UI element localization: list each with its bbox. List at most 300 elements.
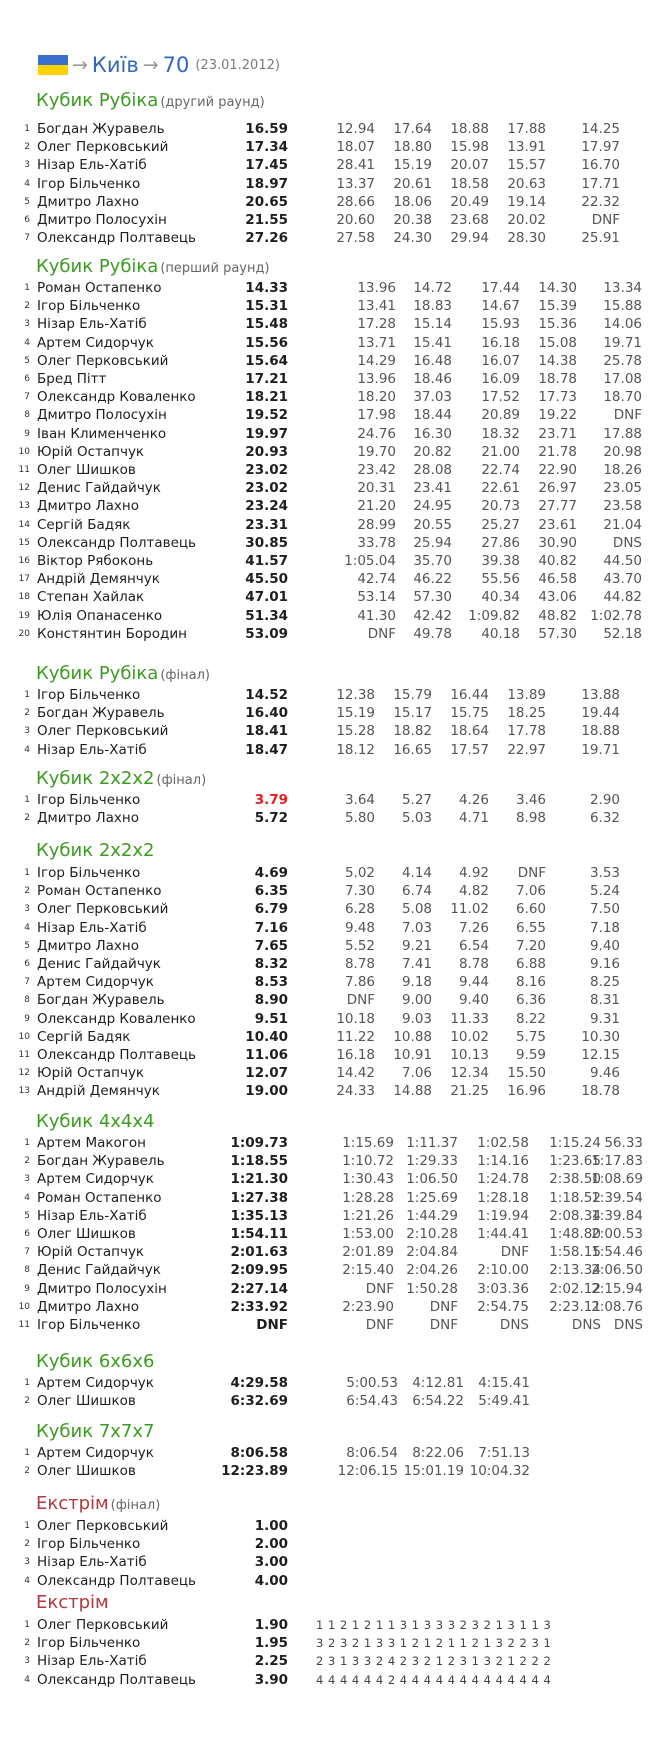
result-row <box>0 370 655 388</box>
result-row <box>0 1316 655 1334</box>
competitor-name[interactable]: Олександр Полтавець <box>37 1572 197 1589</box>
attempt-time: 18.70 <box>603 389 642 406</box>
attempt-time: 2:23.90 <box>342 1298 394 1315</box>
event-name: Кубик Рубіка <box>36 663 159 684</box>
attempt-time: 5.52 <box>344 937 375 954</box>
attempt-time: 19.14 <box>507 193 546 210</box>
average-result: 14.52 <box>245 687 288 703</box>
event-name: Екстрім <box>36 1493 109 1514</box>
competitor-name[interactable]: Нізар Ель-Хатіб <box>37 1207 147 1224</box>
attempt-time: DNS <box>612 534 642 551</box>
competition-number[interactable]: 70 <box>162 53 190 77</box>
place-number: 2 <box>24 1156 30 1167</box>
attempt-time: 25.27 <box>481 516 520 533</box>
judge-places: 2 3 1 3 3 2 4 2 3 2 1 2 3 1 3 2 1 2 2 2 <box>316 1654 552 1669</box>
attempt-time: 1:08.69 <box>591 1171 643 1188</box>
section-title <box>36 1592 109 1614</box>
average-result: 4.69 <box>254 865 288 881</box>
section-title <box>36 840 155 862</box>
attempt-time: 46.58 <box>538 571 577 588</box>
event-name: Кубик 2x2x2 <box>36 840 155 861</box>
attempt-time: 5.03 <box>401 810 432 827</box>
attempt-time: 14.72 <box>413 280 452 296</box>
attempt-time: 18.44 <box>413 407 452 424</box>
attempt-time: 15.50 <box>507 1065 546 1082</box>
attempt-time: 14.29 <box>357 352 396 369</box>
attempt-time: DNF <box>429 1317 458 1333</box>
average-result: 23.31 <box>245 516 288 533</box>
result-row <box>0 1374 655 1392</box>
average-result: 3.90 <box>254 1671 288 1688</box>
round-label: (фінал) <box>110 1498 161 1513</box>
attempt-time: 2:23.11 <box>549 1298 601 1315</box>
attempt-time: 20.98 <box>603 443 642 460</box>
attempt-time: 9.48 <box>344 919 375 936</box>
competitor-name[interactable]: Юрій Остапчук <box>37 443 145 460</box>
result-row <box>0 900 655 918</box>
attempt-time: 53.14 <box>357 589 396 606</box>
competitor-name[interactable]: Ігор Більченко <box>37 298 141 315</box>
place-number: 19 <box>18 610 30 621</box>
competitor-name[interactable]: Олександр Полтавець <box>37 1671 197 1688</box>
attempt-time: 23.71 <box>538 425 577 442</box>
competitor-name[interactable]: Артем Сидорчук <box>37 1445 154 1461</box>
place-number: 8 <box>24 995 30 1006</box>
competitor-name[interactable]: Денис Гайдайчук <box>37 1262 161 1279</box>
attempt-time: 10:04.32 <box>469 1463 530 1480</box>
average-result: 1:27.38 <box>230 1189 288 1206</box>
result-row <box>0 1028 655 1046</box>
competitor-name[interactable]: Дмитро Лахно <box>37 810 139 827</box>
section-title <box>36 1493 160 1515</box>
attempt-time: 18.78 <box>538 371 577 387</box>
attempt-time: 20.63 <box>507 175 546 192</box>
place-number: 18 <box>18 592 30 603</box>
attempt-time: 20.07 <box>450 157 489 174</box>
attempt-time: 15.93 <box>481 316 520 333</box>
attempt-time: 10.18 <box>336 1010 375 1027</box>
attempt-time: 37.03 <box>413 389 452 406</box>
attempt-time: 8:06.54 <box>346 1445 398 1461</box>
section-title <box>36 1421 155 1443</box>
place-number: 12 <box>18 483 30 494</box>
average-result: 3.79 <box>254 792 288 808</box>
attempt-time: 1:58.15 <box>549 1244 601 1261</box>
competitor-name[interactable]: Олег Перковський <box>37 901 169 918</box>
attempt-time: 17.52 <box>481 389 520 406</box>
competitor-name[interactable]: Олександр Полтавець <box>37 1047 197 1063</box>
place-number: 1 <box>24 1448 30 1458</box>
competitor-name[interactable]: Дмитро Полосухін <box>37 1280 167 1297</box>
attempt-time: 44.50 <box>603 553 642 569</box>
round-label: (перший раунд) <box>160 261 270 276</box>
attempt-time: 20.73 <box>481 498 520 515</box>
attempt-time: 14.42 <box>336 1065 375 1082</box>
competitor-name[interactable]: Нізар Ель-Хатіб <box>37 741 147 758</box>
competitor-name[interactable]: Богдан Журавель <box>37 992 165 1009</box>
place-number: 10 <box>18 1031 30 1042</box>
attempt-time: 16.07 <box>481 352 520 369</box>
place-number: 10 <box>18 1301 30 1312</box>
attempt-time: 22.74 <box>481 462 520 478</box>
place-number: 13 <box>18 1086 30 1097</box>
attempt-time: 13.88 <box>581 687 620 703</box>
average-result: 20.93 <box>245 443 288 460</box>
result-row <box>0 1652 655 1670</box>
attempt-time: 48.82 <box>538 607 577 624</box>
average-result: 2:01.63 <box>230 1244 288 1261</box>
competitor-name[interactable]: Денис Гайдайчук <box>37 480 161 497</box>
place-number: 15 <box>18 537 30 548</box>
attempt-time: 23.68 <box>450 212 489 228</box>
attempt-time: 7.06 <box>401 1065 432 1082</box>
attempt-time: DNF <box>367 625 396 642</box>
attempt-time: 9.00 <box>401 992 432 1009</box>
attempt-time: 20.82 <box>413 443 452 460</box>
competitor-name[interactable]: Олег Шишков <box>37 1463 136 1480</box>
attempt-time: 12.94 <box>336 121 375 137</box>
result-row <box>0 1517 655 1535</box>
place-number: 1 <box>24 283 30 293</box>
competitor-name[interactable]: Олег Перковський <box>37 352 169 369</box>
attempt-time: 19.22 <box>538 407 577 424</box>
competitor-name[interactable]: Олександр Полтавець <box>37 534 197 551</box>
result-row <box>0 1444 655 1462</box>
competitor-name[interactable]: Артем Сидорчук <box>37 974 154 991</box>
result-row <box>0 937 655 955</box>
competitor-name[interactable]: Олександр Коваленко <box>37 1010 196 1027</box>
competitor-name[interactable]: Андрій Демянчук <box>37 571 160 588</box>
competitor-name[interactable]: Олег Перковський <box>37 723 169 740</box>
section-title <box>36 256 270 278</box>
attempt-time: 18.12 <box>336 741 375 758</box>
attempt-time: 1:19.94 <box>477 1207 529 1224</box>
competitor-name[interactable]: Степан Хайлак <box>37 589 145 606</box>
average-result: 17.34 <box>245 139 288 156</box>
judge-places: 1 1 2 1 2 1 1 3 1 3 3 3 2 3 2 1 3 1 1 3 <box>316 1618 552 1632</box>
competitor-name[interactable]: Богдан Журавель <box>37 1153 165 1170</box>
place-number: 2 <box>24 813 30 824</box>
attempt-time: 56.33 <box>604 1135 643 1151</box>
average-result: 10.40 <box>245 1028 288 1045</box>
result-row <box>0 588 655 606</box>
attempt-time: 28.30 <box>507 230 546 247</box>
result-row <box>0 156 655 174</box>
attempt-time: 1:53.00 <box>342 1226 394 1242</box>
competitor-name[interactable]: Ігор Більченко <box>37 1536 141 1553</box>
attempt-time: 18.06 <box>393 193 432 210</box>
attempt-time: 6.32 <box>589 810 620 827</box>
competitor-name[interactable]: Нізар Ель-Хатіб <box>37 316 147 333</box>
attempt-time: 11.22 <box>336 1028 375 1045</box>
competitor-name[interactable]: Олександр Полтавець <box>37 230 197 247</box>
competitor-name[interactable]: Ігор Більченко <box>37 175 141 192</box>
attempt-time: 15.19 <box>336 705 375 722</box>
city-link[interactable]: Київ <box>91 53 139 77</box>
competitor-name[interactable]: Богдан Журавель <box>37 121 165 137</box>
attempt-time: 3:03.36 <box>477 1280 529 1297</box>
attempt-time: 19.71 <box>603 334 642 351</box>
place-number: 2 <box>24 301 30 312</box>
competitor-name[interactable]: Дмитро Полосухін <box>37 407 167 424</box>
attempt-time: 21.04 <box>603 516 642 533</box>
attempt-time: 12.34 <box>450 1065 489 1082</box>
attempt-time: DNF <box>429 1298 458 1315</box>
attempt-time: 44.82 <box>603 589 642 606</box>
attempt-time: 2:04.84 <box>406 1244 458 1261</box>
attempt-time: 57.30 <box>413 589 452 606</box>
competitor-name[interactable]: Олег Шишков <box>37 1226 136 1242</box>
competitor-name[interactable]: Артем Сидорчук <box>37 1375 154 1391</box>
attempt-time: 4.14 <box>401 865 432 881</box>
attempt-time: 17.98 <box>357 407 396 424</box>
competitor-name[interactable]: Артем Сидорчук <box>37 334 154 351</box>
competitor-name[interactable]: Сергій Бадяк <box>37 516 131 533</box>
attempt-time: 13.71 <box>357 334 396 351</box>
judge-places: 4 4 4 4 4 4 2 4 4 4 4 4 4 4 4 4 4 4 4 4 <box>316 1672 552 1687</box>
place-number: 12 <box>18 1068 30 1079</box>
average-result: 8.90 <box>254 992 288 1009</box>
competitor-name[interactable]: Денис Гайдайчук <box>37 956 161 972</box>
competitor-name[interactable]: Ігор Більченко <box>37 1635 141 1652</box>
attempt-time: 19.71 <box>581 741 620 758</box>
competitor-name[interactable]: Артем Макогон <box>37 1135 146 1151</box>
place-number: 3 <box>24 1557 30 1568</box>
place-number: 3 <box>24 160 30 171</box>
result-row <box>0 1535 655 1553</box>
attempt-time: 1:28.28 <box>342 1189 394 1206</box>
average-result: 12:23.89 <box>221 1463 288 1480</box>
attempt-time: 1:39.54 <box>591 1189 643 1206</box>
competitor-name[interactable]: Дмитро Лахно <box>37 193 139 210</box>
average-result: 1:18.55 <box>230 1153 288 1170</box>
attempt-time: 2:15.94 <box>591 1280 643 1297</box>
competitor-name[interactable]: Олег Перковський <box>37 1617 169 1633</box>
competitor-name[interactable]: Дмитро Полосухін <box>37 212 167 228</box>
place-number: 2 <box>24 1539 30 1550</box>
attempt-time: 2:08.76 <box>591 1298 643 1315</box>
competitor-name[interactable]: Нізар Ель-Хатіб <box>37 919 147 936</box>
place-number: 16 <box>18 556 30 566</box>
competitor-name[interactable]: Юрій Остапчук <box>37 1065 145 1082</box>
attempt-time: 9.21 <box>401 937 432 954</box>
section-title <box>36 1111 155 1133</box>
result-row <box>0 406 655 424</box>
result-row <box>0 497 655 515</box>
average-result: 2.25 <box>254 1653 288 1670</box>
average-result: 2.00 <box>254 1536 288 1553</box>
average-result: 17.45 <box>245 157 288 174</box>
competitor-name[interactable]: Роман Остапенко <box>37 280 162 296</box>
result-row <box>0 607 655 625</box>
attempt-time: 16.09 <box>481 371 520 387</box>
attempt-time: DNF <box>365 1317 394 1333</box>
attempt-time: 24.95 <box>413 498 452 515</box>
attempt-time: 17.28 <box>357 316 396 333</box>
competitor-name[interactable]: Іван Клименченко <box>37 425 167 442</box>
attempt-time: 13.34 <box>603 280 642 296</box>
attempt-time: 4.82 <box>458 883 489 900</box>
round-label: (фінал) <box>156 773 207 788</box>
competitor-name[interactable]: Олександр Коваленко <box>37 389 196 406</box>
average-result: 17.21 <box>245 371 288 387</box>
attempt-time: 21.25 <box>450 1083 489 1100</box>
place-number: 7 <box>24 1247 30 1258</box>
attempt-time: 20.38 <box>393 212 432 228</box>
competitor-name[interactable]: Віктор Рябоконь <box>37 553 154 569</box>
average-result: 15.56 <box>245 334 288 351</box>
place-number: 5 <box>24 355 30 366</box>
average-result: 45.50 <box>245 571 288 588</box>
place-number: 3 <box>24 726 30 737</box>
attempt-time: DNF <box>365 1280 394 1297</box>
attempt-time: 20.60 <box>336 212 375 228</box>
competitor-name[interactable]: Ігор Більченко <box>37 865 141 881</box>
competitor-name[interactable]: Ігор Більченко <box>37 1317 141 1333</box>
competitor-name[interactable]: Дмитро Лахно <box>37 498 139 515</box>
competitor-name[interactable]: Андрій Демянчук <box>37 1083 160 1100</box>
result-row <box>0 1280 655 1298</box>
result-row <box>0 352 655 370</box>
attempt-time: 16.18 <box>336 1047 375 1063</box>
section-title <box>36 90 265 112</box>
attempt-time: 24.76 <box>357 425 396 442</box>
attempt-time: 2:01.89 <box>342 1244 394 1261</box>
result-row <box>0 864 655 882</box>
place-number: 9 <box>24 1013 30 1024</box>
average-result: 4.00 <box>254 1572 288 1589</box>
place-number: 2 <box>24 1466 30 1477</box>
attempt-time: 1:29.33 <box>406 1153 458 1170</box>
competitor-name[interactable]: Роман Остапенко <box>37 1189 162 1206</box>
competitor-name[interactable]: Констянтин Бородин <box>37 625 187 642</box>
attempt-time: 18.82 <box>393 723 432 740</box>
place-number: 11 <box>18 1320 30 1330</box>
attempt-time: 1:09.82 <box>468 607 520 624</box>
result-row <box>0 534 655 552</box>
attempt-time: 15.98 <box>450 139 489 156</box>
attempt-time: 21.20 <box>357 498 396 515</box>
competitor-name[interactable]: Олег Шишков <box>37 1393 136 1410</box>
attempt-time: 18.64 <box>450 723 489 740</box>
result-row <box>0 193 655 211</box>
competitor-name[interactable]: Олег Перковський <box>37 1518 169 1534</box>
attempt-time: 4:12.81 <box>412 1375 464 1391</box>
result-row <box>0 1046 655 1064</box>
attempt-time: 7.26 <box>458 919 489 936</box>
attempt-time: 1:14.16 <box>477 1153 529 1170</box>
attempt-time: 2:15.40 <box>342 1262 394 1279</box>
result-row <box>0 1207 655 1225</box>
attempt-time: DNF <box>346 992 375 1009</box>
place-number: 14 <box>18 519 30 530</box>
attempt-time: 17.71 <box>581 175 620 192</box>
competitor-name[interactable]: Богдан Журавель <box>37 705 165 722</box>
competitor-name[interactable]: Нізар Ель-Хатіб <box>37 157 147 174</box>
attempt-time: 7.20 <box>515 937 546 954</box>
attempt-time: 3.46 <box>515 792 546 808</box>
attempt-time: 18.26 <box>603 462 642 478</box>
attempt-time: 8.31 <box>589 992 620 1009</box>
attempt-time: 18.83 <box>413 298 452 315</box>
attempt-time: 15.14 <box>413 316 452 333</box>
place-number: 6 <box>24 1229 30 1239</box>
place-number: 1 <box>24 1378 30 1388</box>
competitor-name[interactable]: Нізар Ель-Хатіб <box>37 1554 147 1571</box>
competitor-name[interactable]: Юлія Опанасенко <box>37 607 163 624</box>
competitor-name[interactable]: Роман Остапенко <box>37 883 162 900</box>
average-result: 6.79 <box>254 901 288 918</box>
attempt-time: 28.41 <box>336 157 375 174</box>
attempt-time: 2:06.50 <box>591 1262 643 1279</box>
place-number: 4 <box>24 178 30 189</box>
competitor-name[interactable]: Юрій Остапчук <box>37 1244 145 1261</box>
competitor-name[interactable]: Ігор Більченко <box>37 792 141 808</box>
attempt-time: 5:49.41 <box>478 1393 530 1410</box>
attempt-time: 1:06.50 <box>406 1171 458 1188</box>
competitor-name[interactable]: Ігор Більченко <box>37 687 141 703</box>
place-number: 8 <box>24 1265 30 1276</box>
attempt-time: 17.78 <box>507 723 546 740</box>
place-number: 4 <box>24 1192 30 1203</box>
section-title <box>36 768 206 790</box>
attempt-time: 7.41 <box>401 956 432 972</box>
attempt-time: 22.97 <box>507 741 546 758</box>
average-result: 16.40 <box>245 705 288 722</box>
place-number: 1 <box>24 1138 30 1148</box>
attempt-time: 18.58 <box>450 175 489 192</box>
attempt-time: 6.28 <box>344 901 375 918</box>
attempt-time: 13.37 <box>336 175 375 192</box>
average-result: 2:09.95 <box>230 1262 288 1279</box>
place-number: 7 <box>24 977 30 988</box>
competitor-name[interactable]: Дмитро Лахно <box>37 1298 139 1315</box>
competitor-name[interactable]: Бред Пітт <box>37 371 107 387</box>
attempt-time: 30.90 <box>538 534 577 551</box>
place-number: 4 <box>24 744 30 755</box>
result-row <box>0 1152 655 1170</box>
attempt-time: 28.66 <box>336 193 375 210</box>
attempt-time: 23.58 <box>603 498 642 515</box>
result-row <box>0 175 655 193</box>
place-number: 9 <box>24 428 30 439</box>
result-row <box>0 461 655 479</box>
average-result: 1.00 <box>254 1518 288 1534</box>
attempt-time: 6:54.22 <box>412 1393 464 1410</box>
attempt-time: 15.79 <box>393 687 432 703</box>
competitor-name[interactable]: Сергій Бадяк <box>37 1028 131 1045</box>
attempt-time: 15.36 <box>538 316 577 333</box>
result-row <box>0 1462 655 1480</box>
average-result: 12.07 <box>245 1065 288 1082</box>
competitor-name[interactable]: Нізар Ель-Хатіб <box>37 1653 147 1670</box>
ukraine-flag-icon <box>38 55 68 75</box>
competitor-name[interactable]: Олег Перковський <box>37 139 169 156</box>
attempt-time: 14.25 <box>581 121 620 137</box>
attempt-time: 27.86 <box>481 534 520 551</box>
attempt-time: 33.78 <box>357 534 396 551</box>
competitor-name[interactable]: Дмитро Лахно <box>37 937 139 954</box>
place-number: 6 <box>24 959 30 969</box>
attempt-time: 15.39 <box>538 298 577 315</box>
competitor-name[interactable]: Артем Сидорчук <box>37 1171 154 1188</box>
attempt-time: 7.06 <box>515 883 546 900</box>
attempt-time: 13.96 <box>357 371 396 387</box>
competitor-name[interactable]: Олег Шишков <box>37 462 136 478</box>
result-row <box>0 1298 655 1316</box>
place-number: 1 <box>24 690 30 700</box>
average-result: 53.09 <box>245 625 288 642</box>
